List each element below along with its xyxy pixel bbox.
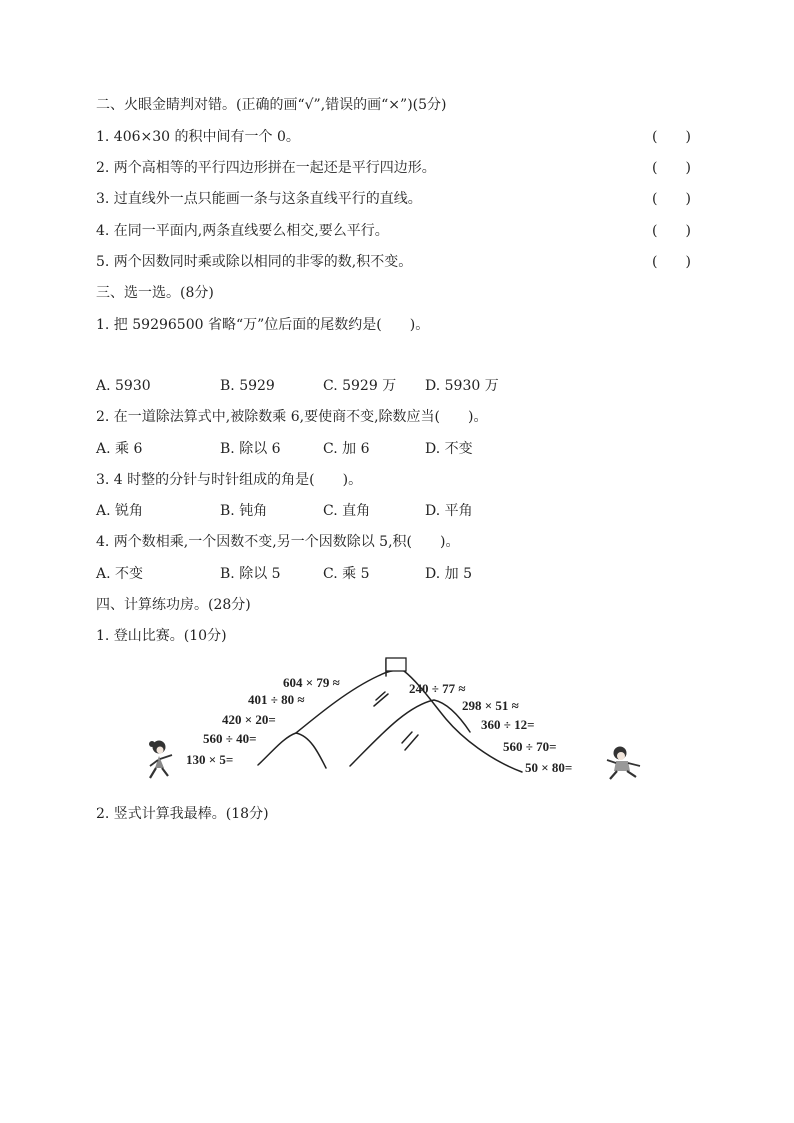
section2-heading: 二、火眼金睛判对错。(正确的画“√”,错误的画“×”)(5分): [96, 97, 447, 113]
section4-part1: 1. 登山比赛。(10分): [96, 628, 227, 644]
mountain-expr-right-2: 298 × 51 ≈: [462, 698, 519, 713]
mc-q2-option-d[interactable]: D. 不变: [425, 441, 473, 457]
mountain-expr-left-3: 420 × 20=: [222, 712, 276, 727]
mc-question-3: 3. 4 时整的分针与时针组成的角是( )。: [96, 472, 363, 488]
mc-q3-option-d[interactable]: D. 平角: [425, 503, 473, 519]
flag-icon: [386, 658, 406, 671]
tf-answer-1[interactable]: ( ): [652, 129, 691, 145]
mountain-expr-right-5: 50 × 80=: [525, 760, 573, 775]
mc-question-4: 4. 两个数相乘,一个因数不变,另一个因数除以 5,积( )。: [96, 534, 460, 550]
tf-item-2: 2. 两个高相等的平行四边形拼在一起还是平行四边形。: [96, 160, 436, 176]
mountain-expr-left-1: 604 × 79 ≈: [283, 675, 340, 690]
tf-answer-5[interactable]: ( ): [652, 254, 691, 270]
mc-question-2: 2. 在一道除法算式中,被除数乘 6,要使商不变,除数应当( )。: [96, 409, 488, 425]
tf-answer-3[interactable]: ( ): [652, 191, 691, 207]
mc-q2-option-b[interactable]: B. 除以 6: [220, 441, 281, 457]
section4-heading: 四、计算练功房。(28分): [96, 597, 251, 613]
mc-q4-option-a[interactable]: A. 不变: [96, 566, 144, 582]
section4-part2: 2. 竖式计算我最棒。(18分): [96, 806, 269, 822]
mc-q1-option-a[interactable]: A. 5930: [96, 378, 151, 394]
tf-item-3: 3. 过直线外一点只能画一条与这条直线平行的直线。: [96, 191, 422, 207]
mc-q1-option-d[interactable]: D. 5930 万: [425, 378, 499, 394]
mc-q3-option-a[interactable]: A. 锐角: [96, 503, 144, 519]
mc-question-1: 1. 把 59296500 省略“万”位后面的尾数约是( )。: [96, 317, 430, 333]
tf-item-4: 4. 在同一平面内,两条直线要么相交,要么平行。: [96, 223, 389, 239]
mc-q2-option-c[interactable]: C. 加 6: [323, 441, 370, 457]
section3-heading: 三、选一选。(8分): [96, 285, 214, 301]
mc-q2-option-a[interactable]: A. 乘 6: [96, 441, 143, 457]
mountain-expr-right-3: 360 ÷ 12=: [481, 717, 535, 732]
mountain-expr-left-4: 560 ÷ 40=: [203, 731, 257, 746]
mc-q3-option-b[interactable]: B. 钝角: [220, 503, 268, 519]
mountain-expr-left-2: 401 ÷ 80 ≈: [248, 692, 305, 707]
boy-runner-icon: [607, 747, 640, 780]
tf-answer-4[interactable]: ( ): [652, 223, 691, 239]
mc-q1-option-b[interactable]: B. 5929: [220, 378, 275, 394]
mc-q4-option-d[interactable]: D. 加 5: [425, 566, 472, 582]
tf-answer-2[interactable]: ( ): [652, 160, 691, 176]
mountain-expr-left-5: 130 × 5=: [186, 752, 234, 767]
tf-item-1: 1. 406×30 的积中间有一个 0。: [96, 129, 300, 145]
tf-item-5: 5. 两个因数同时乘或除以相同的非零的数,积不变。: [96, 254, 413, 270]
mc-q1-option-c[interactable]: C. 5929 万: [323, 378, 397, 394]
girl-runner-icon: [149, 741, 172, 779]
mc-q4-option-b[interactable]: B. 除以 5: [220, 566, 281, 582]
mountain-expr-right-4: 560 ÷ 70=: [503, 739, 557, 754]
mc-q3-option-c[interactable]: C. 直角: [323, 503, 371, 519]
mountain-expr-right-1: 240 ÷ 77 ≈: [409, 681, 466, 696]
mc-q4-option-c[interactable]: C. 乘 5: [323, 566, 370, 582]
